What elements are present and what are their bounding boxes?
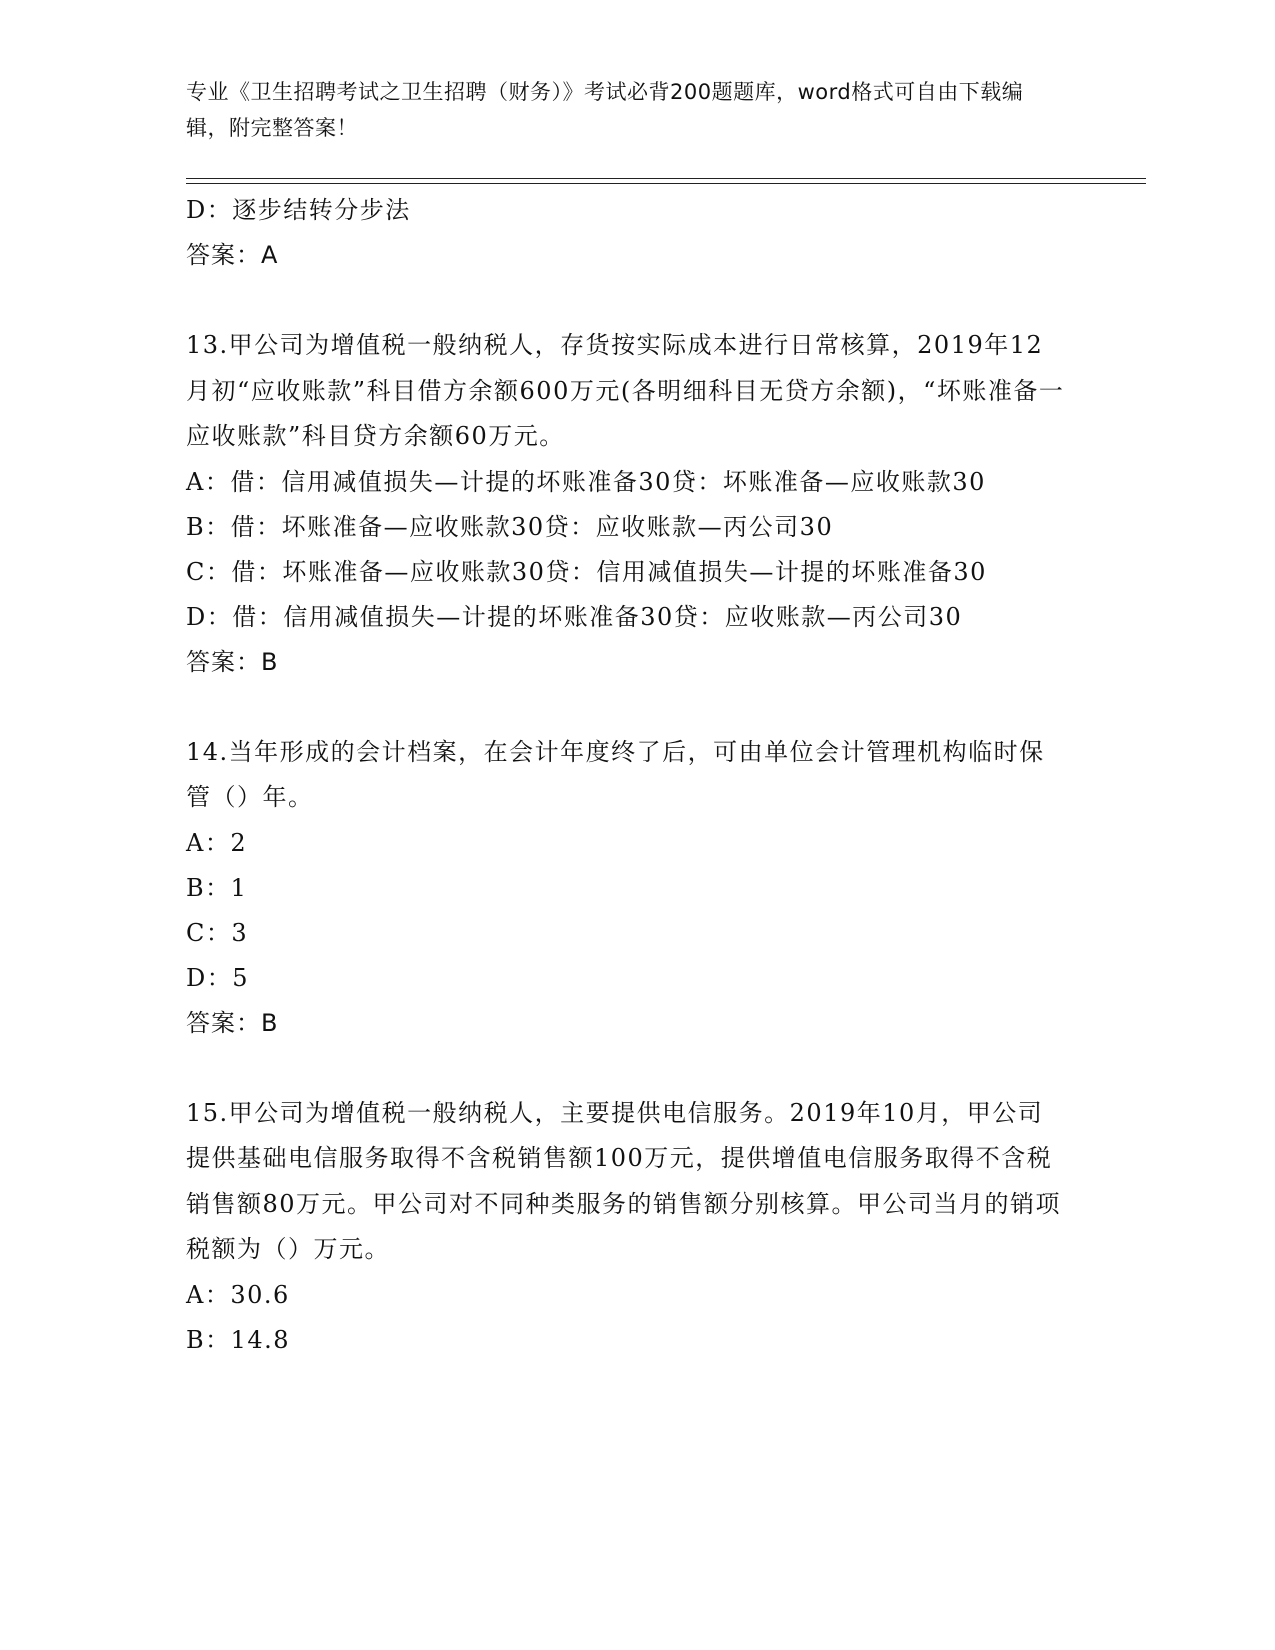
spacer <box>186 685 1066 730</box>
document-header <box>186 74 1066 146</box>
option-a: A：2 <box>186 828 248 857</box>
question-stem: 15.甲公司为增值税一般纳税人，主要提供电信服务。2019年10月，甲公司提供基础电信服务取得不含税销售额100万元，提供增值电信服务取得不含税销售额80万元。甲公司对不同种类服务的销售额分别核算。甲公司当月的销项税额为（）万元。 <box>186 1098 1062 1263</box>
question-13 <box>186 323 1066 685</box>
spacer <box>186 1046 1066 1091</box>
answer-line: 答案：B <box>186 647 279 676</box>
question-14 <box>186 730 1066 1046</box>
answer-line: 答案：A <box>186 241 279 269</box>
carryover-question <box>186 188 1066 278</box>
spacer <box>186 278 1066 323</box>
answer-line: 答案：B <box>186 1008 279 1037</box>
header-divider-top <box>186 178 1146 179</box>
option-a: A：借：信用减值损失—计提的坏账准备30贷：坏账准备—应收账款30 <box>186 467 986 496</box>
option-b: B：1 <box>186 873 248 902</box>
option-b: B：14.8 <box>186 1325 291 1354</box>
option-d: D：借：信用减值损失—计提的坏账准备30贷：应收账款—丙公司30 <box>186 602 963 631</box>
option-b: B：借：坏账准备—应收账款30贷：应收账款—丙公司30 <box>186 512 834 541</box>
option-d: D：逐步结转分步法 <box>186 196 411 224</box>
option-d: D：5 <box>186 963 250 992</box>
question-stem: 13.甲公司为增值税一般纳税人，存货按实际成本进行日常核算，2019年12月初“应收账款”科目借方余额600万元(各明细科目无贷方余额)，“坏账准备一应收账款”科目贷方余额60万元。 <box>186 331 1065 450</box>
question-stem: 14.当年形成的会计档案，在会计年度终了后，可由单位会计管理机构临时保管（）年。 <box>186 737 1045 811</box>
option-c: C：3 <box>186 918 249 947</box>
document-title: 专业《卫生招聘考试之卫生招聘（财务）》考试必背200题题库，word格式可自由下载编辑，附完整答案！ <box>186 80 1024 140</box>
document-body <box>186 188 1066 1363</box>
option-c: C：借：坏账准备—应收账款30贷：信用减值损失—计提的坏账准备30 <box>186 557 987 586</box>
header-divider-bottom <box>186 183 1146 184</box>
option-a: A：30.6 <box>186 1280 290 1309</box>
question-15 <box>186 1091 1066 1363</box>
